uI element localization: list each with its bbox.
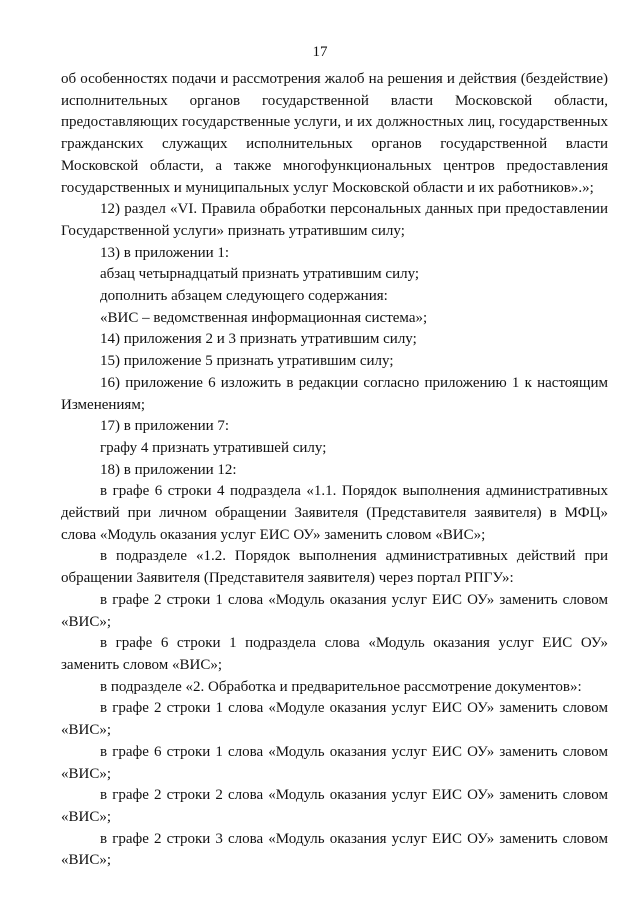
paragraph-grafa-4: графу 4 признать утратившей силу; xyxy=(100,439,327,456)
paragraph-grafa-2-row-3: в графе 2 строки 3 слова «Модуль оказания услуг ЕИС ОУ» заменить словом «ВИС»; xyxy=(61,830,608,869)
paragraph-grafa-2-row-1-b: в графе 2 строки 1 слова «Модуле оказания услуг ЕИС ОУ» заменить словом «ВИС»; xyxy=(61,700,608,739)
paragraph-grafa-6-row-1-b: в графе 6 строки 1 слова «Модуль оказания услуг ЕИС ОУ» заменить словом «ВИС»; xyxy=(61,743,608,782)
paragraph-item-15: 15) приложение 5 признать утратившим силу; xyxy=(100,353,394,370)
paragraph-item-18: 18) в приложении 12: xyxy=(100,461,237,478)
paragraph-item-12: 12) раздел «VI. Правила обработки персональных данных при предоставлении Государственной услуги» признать утратившим силу; xyxy=(61,201,608,239)
paragraph-item-16: 16) приложение 6 изложить в редакции согласно приложению 1 к настоящим Изменениям; xyxy=(61,374,608,413)
paragraph-grafa-6-row-1-a: в графе 6 строки 1 подраздела слова «Модуль оказания услуг ЕИС ОУ» заменить словом «ВИС»; xyxy=(61,635,608,673)
paragraph-abzac-14: абзац четырнадцатый признать утратившим силу; xyxy=(100,266,420,283)
document-body xyxy=(61,69,608,872)
paragraph-grafa-2-row-2: в графе 2 строки 2 слова «Модуль оказания услуг ЕИС ОУ» заменить словом «ВИС»; xyxy=(61,787,608,825)
page-number: 17 xyxy=(312,44,328,60)
paragraph-vis-definition: «ВИС – ведомственная информационная система»; xyxy=(100,309,428,326)
paragraph-item-13: 13) в приложении 1: xyxy=(100,244,230,261)
paragraph-dopolnit: дополнить абзацем следующего содержания: xyxy=(100,288,388,305)
paragraph-continuation: об особенностях подачи и рассмотрения жалоб на решения и действия (бездействие) исполнительных органов государственной власти Московской области, предоставляющих государственные услуги, и их должностных лиц, государственных гражданских служащих исполнительных органов государственной власти Московской области, а также многофункциональных центров предоставления государственных и муниципальных услуг Московской области и их работников».»; xyxy=(61,71,608,196)
paragraph-grafa-6-row-4: в графе 6 строки 4 подраздела «1.1. Порядок выполнения административных действий при личном обращении Заявителя (Представителя заявителя) в МФЦ» слова «Модуль оказания услуг ЕИС ОУ» заменить словом «ВИС»; xyxy=(61,483,608,543)
paragraph-item-17: 17) в приложении 7: xyxy=(100,418,230,435)
paragraph-subsection-2: в подразделе «2. Обработка и предварительное рассмотрение документов»: xyxy=(100,678,582,695)
paragraph-grafa-2-row-1-a: в графе 2 строки 1 слова «Модуль оказания услуг ЕИС ОУ» заменить словом «ВИС»; xyxy=(61,591,608,630)
paragraph-item-14: 14) приложения 2 и 3 признать утратившим силу; xyxy=(100,331,417,348)
paragraph-subsection-1-2: в подразделе «1.2. Порядок выполнения административных действий при обращении Заявителя (Представителя заявителя) через портал РПГУ»: xyxy=(61,548,608,587)
